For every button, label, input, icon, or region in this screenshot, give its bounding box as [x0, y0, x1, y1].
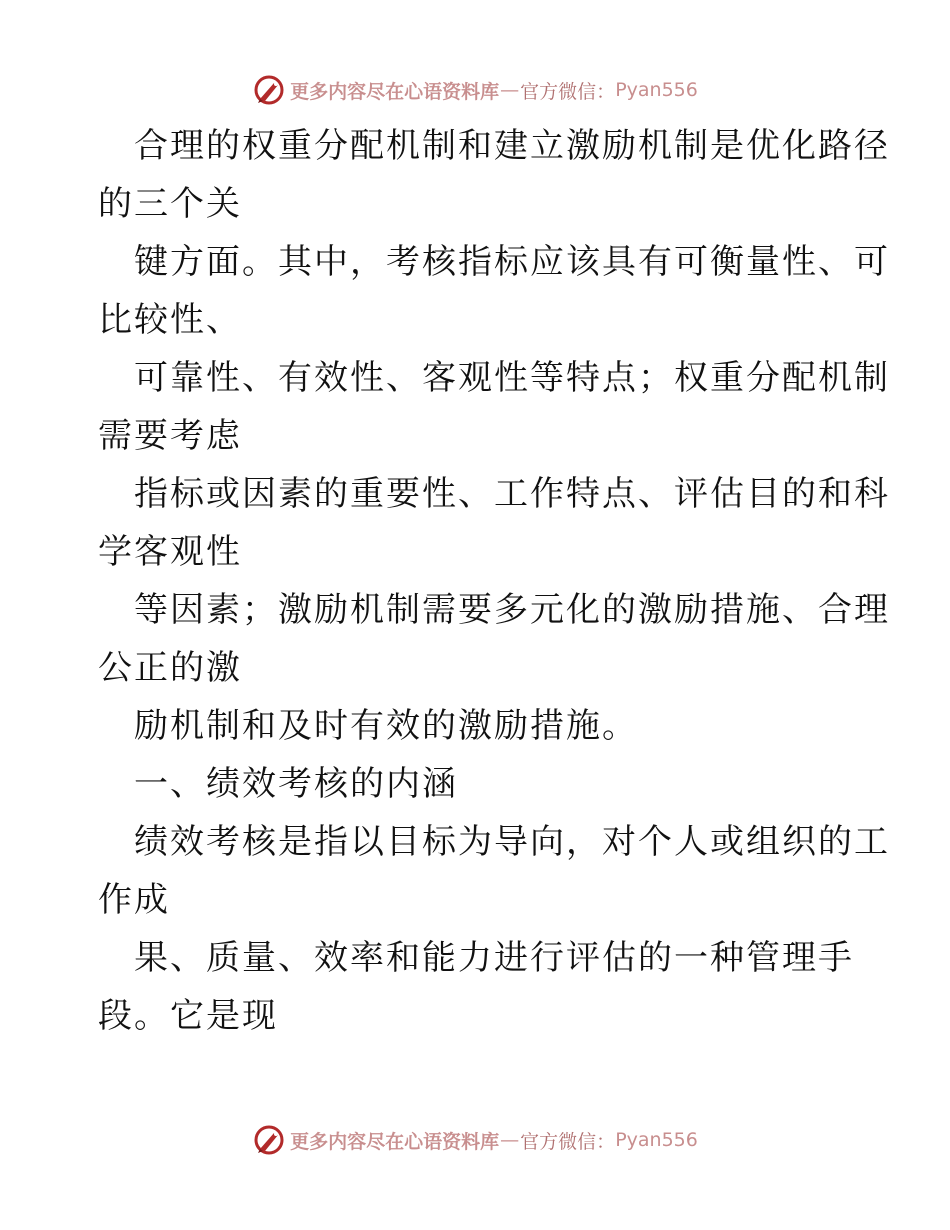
text-line: 果、质量、效率和能力进行评估的一种管理手: [134, 938, 854, 978]
watermark-subtitle: 官方微信：: [520, 80, 616, 103]
text-line: 公正的激: [98, 648, 242, 688]
text-line: 合理的权重分配机制和建立激励机制是优化路径: [134, 126, 890, 166]
watermark-title: 更多内容尽在心语资料库: [290, 80, 500, 103]
watermark-account: Pyan556: [615, 1129, 698, 1151]
text-line: 需要考虑: [98, 416, 242, 456]
pen-logo-icon: [252, 73, 286, 107]
watermark-dash: —: [500, 1129, 520, 1151]
text-line: 可靠性、有效性、客观性等特点；权重分配机制: [134, 358, 890, 398]
watermark-header: [0, 70, 950, 110]
document-body: [98, 117, 890, 1045]
text-line: 绩效考核是指以目标为导向，对个人或组织的工: [134, 822, 890, 862]
watermark-dash: —: [500, 79, 520, 101]
pen-logo-icon: [252, 1123, 286, 1157]
text-line: 指标或因素的重要性、工作特点、评估目的和科: [134, 474, 890, 514]
text-line: 的三个关: [98, 184, 242, 224]
text-line: 等因素；激励机制需要多元化的激励措施、合理: [134, 590, 890, 630]
watermark-subtitle: 官方微信：: [520, 1130, 616, 1153]
text-line: 比较性、: [98, 300, 242, 340]
text-line: 段。它是现: [98, 996, 278, 1036]
text-line: 作成: [98, 880, 170, 920]
text-line: 学客观性: [98, 532, 242, 572]
section-heading: 一、绩效考核的内涵: [134, 764, 458, 804]
text-line: 励机制和及时有效的激励措施。: [134, 706, 638, 746]
watermark-account: Pyan556: [615, 79, 698, 101]
watermark-title: 更多内容尽在心语资料库: [290, 1130, 500, 1153]
watermark-footer: [0, 1120, 950, 1160]
text-line: 键方面。其中，考核指标应该具有可衡量性、可: [134, 242, 890, 282]
